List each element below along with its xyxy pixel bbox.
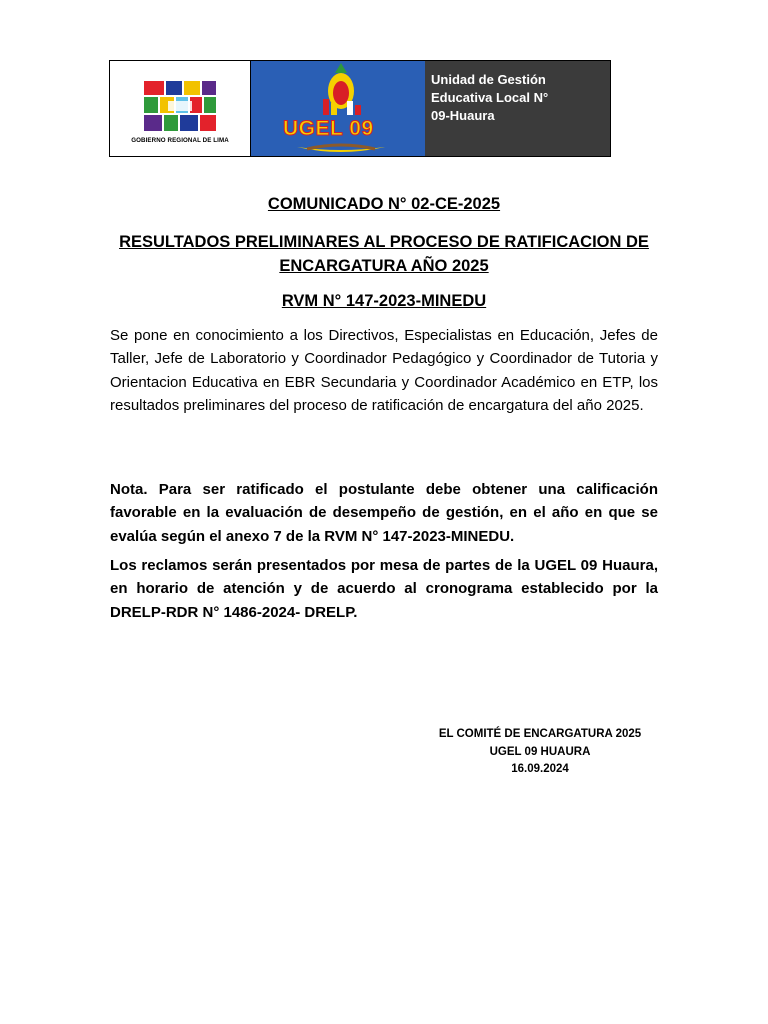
signature-committee: EL COMITÉ DE ENCARGATURA 2025 xyxy=(438,728,642,740)
ugel-logo-panel xyxy=(251,61,425,156)
gobierno-regional-lima-logo xyxy=(142,79,218,133)
header-banner xyxy=(109,60,611,157)
claims-paragraph: Los reclamos serán presentados por mesa de partes de la UGEL 09 Huaura, en horario de atención y de acuerdo al cronograma establecido por la DRELP-RDR N° 1486-2024- DRELP. xyxy=(110,557,658,621)
ugel-name-panel xyxy=(425,61,610,156)
intro-paragraph: Se pone en conocimiento a los Directivos, Especialistas en Educación, Jefes de Taller, Jefe de Laboratorio y Coordinador Pedagógico y Coordinador de Tutoria y Orientacion Educativa en EBR Secundaria y Coordinador Académico en ETP, los resultados preliminares del proceso de ratificación de encargatura del año 2025. xyxy=(110,327,658,415)
ugel-name-line-2: Educativa Local N° xyxy=(431,90,549,105)
gobierno-regional-logo-panel xyxy=(110,61,251,156)
ugel-logo-text: UGEL 09 xyxy=(283,117,374,140)
signature-office: UGEL 09 HUAURA xyxy=(489,745,591,758)
resolution-title: RVM N° 147-2023-MINEDU xyxy=(281,292,487,310)
subject-title-line-2: ENCARGATURA AÑO 2025 xyxy=(279,257,489,275)
signature-date: 16.09.2024 xyxy=(511,763,569,775)
ugel-name-line-3: 09-Huaura xyxy=(431,108,495,123)
ugel-09-logo xyxy=(251,61,425,156)
ugel-name-line-1: Unidad de Gestión xyxy=(431,72,546,87)
subject-title-line-1: RESULTADOS PRELIMINARES AL PROCESO DE RATIFICACION DE xyxy=(119,233,649,251)
communique-number-title: COMUNICADO N° 02-CE-2025 xyxy=(267,195,501,213)
signature-block xyxy=(420,726,660,779)
gobierno-regional-caption: GOBIERNO REGIONAL DE LIMA xyxy=(131,137,229,144)
note-paragraph: Nota. Para ser ratificado el postulante debe obtener una calificación favorable en la evaluación de desempeño de gestión, en el año en que se evalúa según el anexo 7 de la RVM N° 147-2023-MINEDU. xyxy=(110,481,658,545)
